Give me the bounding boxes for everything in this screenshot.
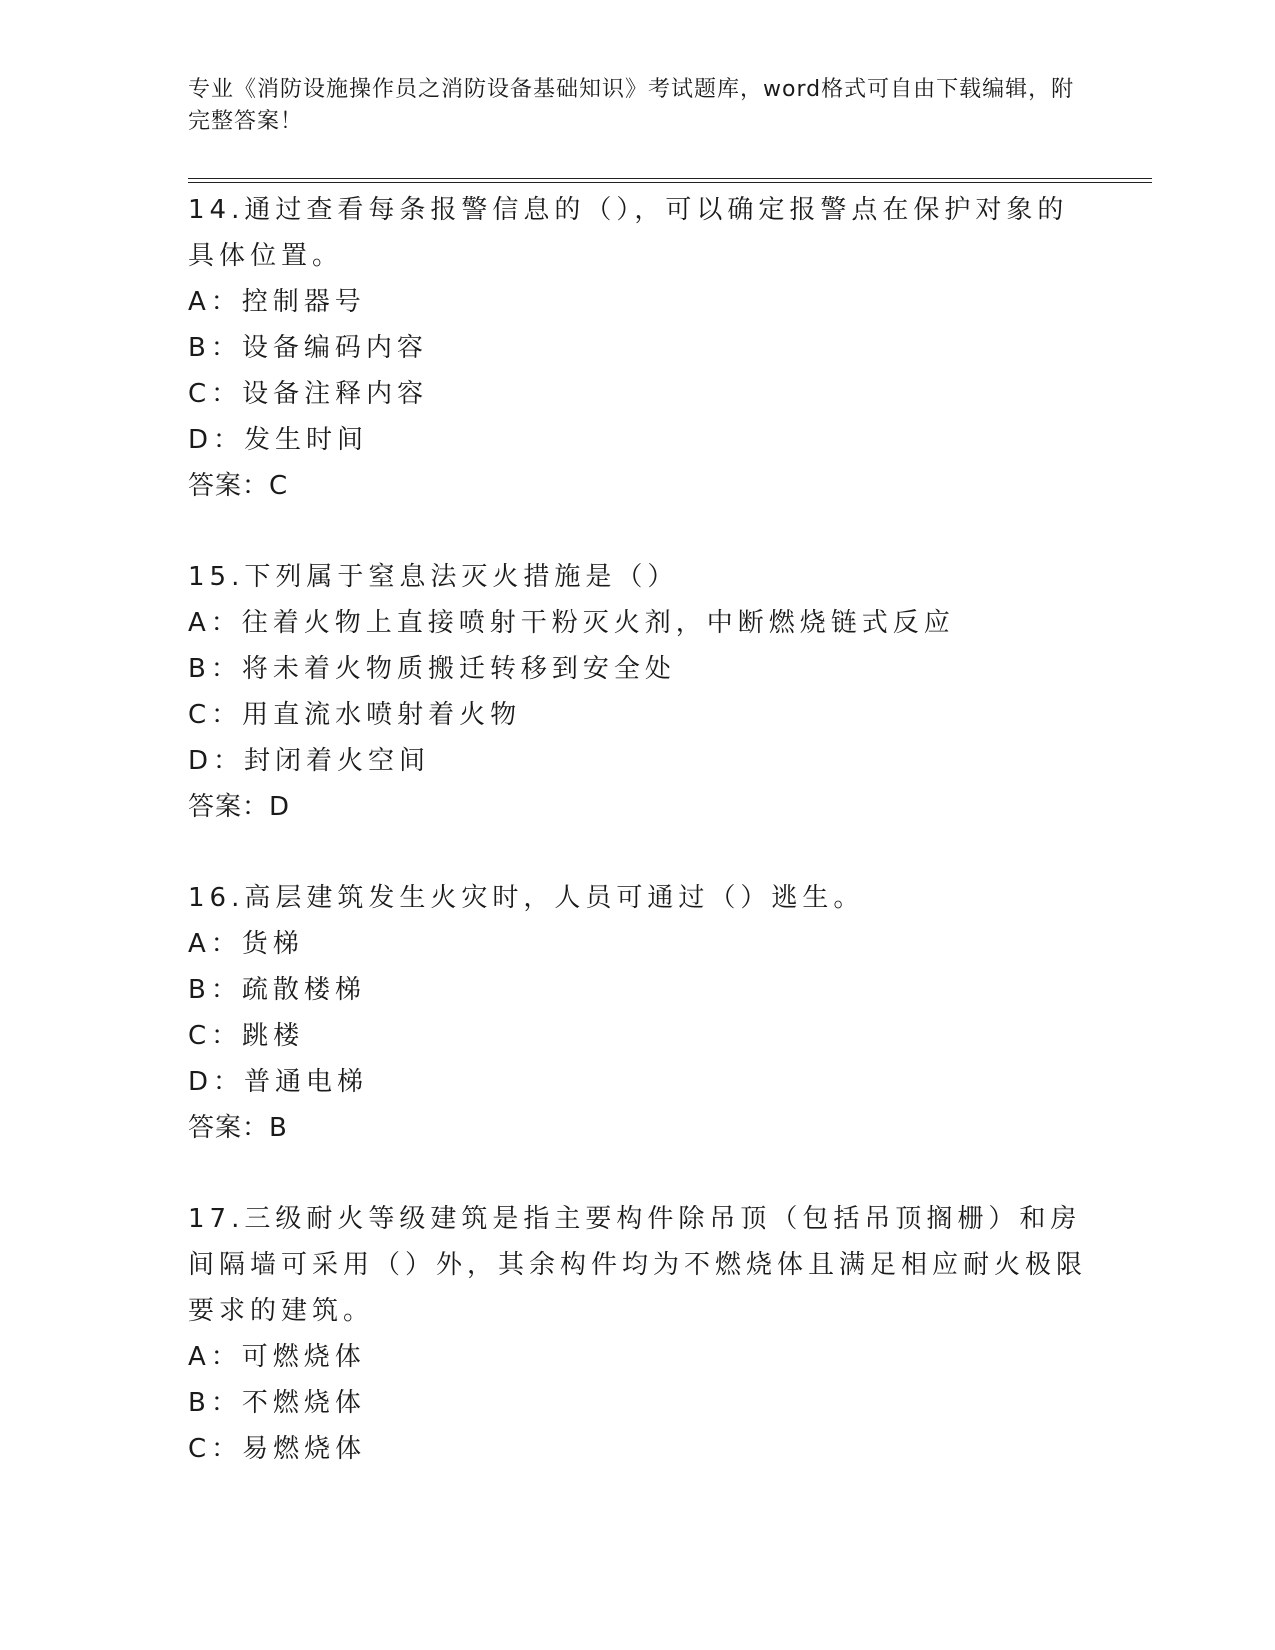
question-17 xyxy=(188,1196,1088,1472)
option-b: B：不燃烧体 xyxy=(188,1388,366,1418)
question-list xyxy=(188,187,1088,1517)
answer: 答案：D xyxy=(188,792,291,822)
option-c: C：易燃烧体 xyxy=(188,1434,367,1464)
answer: 答案：C xyxy=(188,471,289,501)
option-b: B：疏散楼梯 xyxy=(188,975,366,1005)
header-divider xyxy=(188,178,1152,183)
question-16 xyxy=(188,875,1088,1151)
option-c: C：跳楼 xyxy=(188,1021,305,1051)
question-stem: 15.下列属于窒息法灭火措施是（） xyxy=(188,562,679,592)
option-a: A：货梯 xyxy=(188,929,304,959)
option-c: C：用直流水喷射着火物 xyxy=(188,700,522,730)
option-d: D：封闭着火空间 xyxy=(188,746,431,776)
option-a: A：控制器号 xyxy=(188,287,366,317)
option-d: D：发生时间 xyxy=(188,425,369,455)
question-15 xyxy=(188,554,1088,830)
document-header: 专业《消防设施操作员之消防设备基础知识》考试题库，word格式可自由下载编辑，附完整答案！ xyxy=(188,77,1075,134)
question-stem: 16.高层建筑发生火灾时，人员可通过（）逃生。 xyxy=(188,883,865,913)
answer: 答案：B xyxy=(188,1113,288,1143)
question-stem: 17.三级耐火等级建筑是指主要构件除吊顶（包括吊顶搁栅）和房间隔墙可采用（）外，其余构件均为不燃烧体且满足相应耐火极限要求的建筑。 xyxy=(188,1204,1088,1326)
question-14 xyxy=(188,187,1088,509)
option-d: D：普通电梯 xyxy=(188,1067,369,1097)
option-c: C：设备注释内容 xyxy=(188,379,429,409)
question-stem: 14.通过查看每条报警信息的（），可以确定报警点在保护对象的具体位置。 xyxy=(188,195,1069,271)
option-a: A：可燃烧体 xyxy=(188,1342,366,1372)
option-b: B：将未着火物质搬迁转移到安全处 xyxy=(188,654,676,684)
option-b: B：设备编码内容 xyxy=(188,333,428,363)
option-a: A：往着火物上直接喷射干粉灭火剂，中断燃烧链式反应 xyxy=(188,608,955,638)
